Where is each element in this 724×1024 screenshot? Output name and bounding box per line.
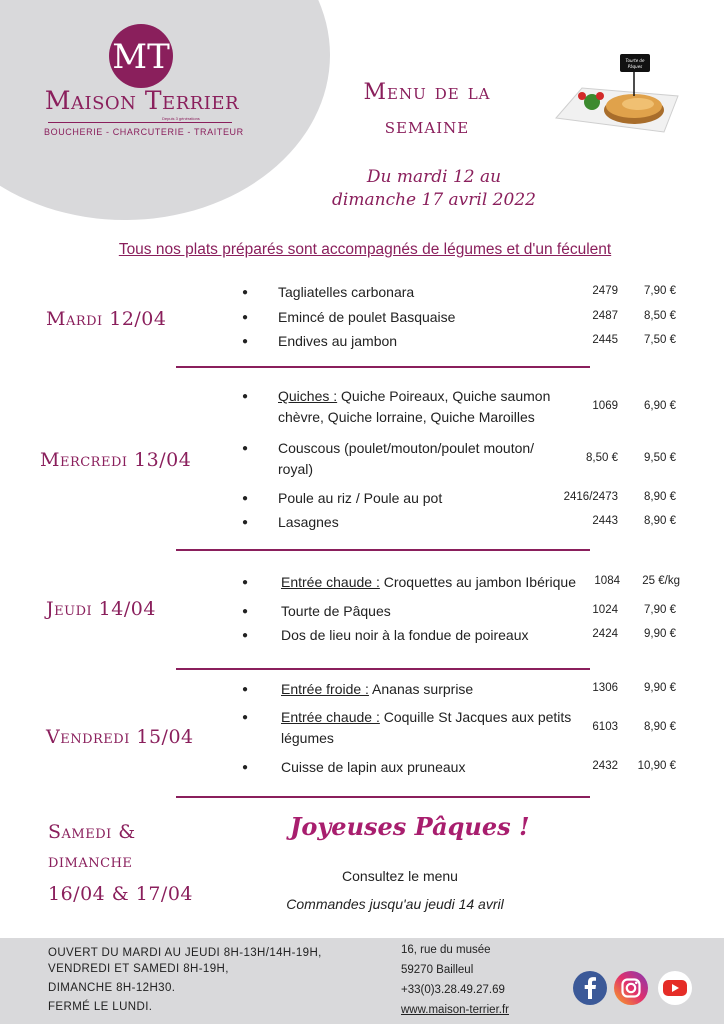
dish-code: 1024 [592, 604, 618, 616]
dish-price: 8,90 € [644, 721, 676, 733]
weekend-label-dates: 16/04 & 17/04 [48, 883, 194, 905]
bullet-icon: ● [242, 336, 249, 347]
dish-code: 2424 [592, 628, 618, 640]
contact-address [401, 940, 581, 1020]
consult-menu-text: Consultez le menu [342, 868, 458, 884]
dish-code: 6103 [592, 721, 618, 733]
menu-item [240, 386, 686, 428]
day-label-vendredi: Vendredi 15/04 [46, 726, 194, 748]
dish-name: Couscous (poulet/mouton/poulet mouton/ royal) [278, 440, 535, 477]
menu-item [240, 572, 686, 593]
dish-code: 1084 [594, 575, 620, 587]
menu-item [240, 707, 686, 749]
day-separator [176, 366, 590, 368]
logo-divider [48, 122, 232, 123]
dish-code: 2445 [592, 334, 618, 346]
menu-title [336, 76, 518, 144]
dish-price: 9,50 € [644, 452, 676, 464]
dish-name: Poule au riz / Poule au pot [278, 490, 443, 506]
dish-price: 7,90 € [644, 604, 676, 616]
easter-greeting: Joyeuses Pâques ! [290, 812, 530, 841]
dish-category: Entrée froide : [281, 681, 369, 697]
dish-description: Quiche Poireaux, Quiche saumon chèvre, Quiche lorraine, Quiche Maroilles [278, 388, 551, 425]
weekend-label-line2: dimanche [48, 850, 133, 872]
bullet-icon: ● [242, 630, 249, 641]
dish-name: Emincé de poulet Basquaise [278, 309, 456, 325]
brand-name: Maison Terrier [44, 86, 240, 115]
brand-logo [44, 20, 244, 142]
bullet-icon: ● [242, 312, 249, 323]
bullet-icon: ● [242, 606, 249, 617]
dish-code: 1306 [592, 682, 618, 694]
dish-name: Tourte de Pâques [281, 603, 391, 619]
dish-code: 1069 [592, 400, 618, 412]
day-label-weekend [48, 818, 193, 909]
opening-hours [48, 945, 378, 1015]
menu-item [240, 679, 686, 700]
dish-code: 8,50 € [586, 452, 618, 464]
menu-item [240, 331, 686, 352]
dish-category: Quiches : [278, 388, 338, 404]
dish-description: Croquettes au jambon Ibérique [379, 574, 576, 590]
dish-price: 7,50 € [644, 334, 676, 346]
hours-line: OUVERT DU MARDI AU JEUDI 8H-13H/14H-19H, [48, 947, 322, 959]
dish-code: 2432 [592, 760, 618, 772]
dish-name: Endives au jambon [278, 333, 398, 349]
day-label-jeudi: Jeudi 14/04 [46, 598, 156, 620]
dish-price: 8,90 € [644, 515, 676, 527]
dish-price: 8,90 € [644, 491, 676, 503]
dates-line2: dimanche 17 avril 2022 [332, 190, 536, 210]
address-street: 16, rue du musée [401, 944, 491, 956]
brand-small-text: Depuis 3 générations [162, 116, 200, 121]
dish-price: 9,90 € [644, 628, 676, 640]
dish-name: Cuisse de lapin aux pruneaux [281, 759, 466, 775]
dish-price: 25 €/kg [642, 575, 680, 587]
bullet-icon: ● [242, 517, 249, 528]
phone-number: +33(0)3.28.49.27.69 [401, 984, 505, 996]
svg-text:Pâques: Pâques [627, 64, 643, 69]
tourte-dish-image [552, 52, 682, 138]
website-link[interactable]: www.maison-terrier.fr [401, 1004, 509, 1016]
dish-price: 9,90 € [644, 682, 676, 694]
day-separator [176, 668, 590, 670]
menu-item [240, 307, 686, 328]
dish-description: Coquille St Jacques aux petits légumes [281, 709, 572, 746]
menu-title-line1: Menu de la [363, 80, 491, 105]
bullet-icon: ● [242, 577, 249, 588]
dish-category: Entrée chaude : [281, 709, 380, 725]
day-separator [176, 796, 590, 798]
dish-code: 2416/2473 [563, 491, 618, 503]
bullet-icon: ● [242, 391, 249, 402]
dish-price: 6,90 € [644, 400, 676, 412]
brand-tagline: BOUCHERIE - CHARCUTERIE - TRAITEUR [44, 127, 244, 137]
footer [0, 938, 724, 1024]
menu-item [240, 488, 686, 509]
dish-name [281, 707, 581, 749]
menu-item [240, 512, 686, 533]
order-deadline: Commandes jusqu'au jeudi 14 avril [286, 896, 504, 912]
menu-item [240, 625, 686, 646]
menu-title-line2: semaine [384, 114, 470, 139]
youtube-icon[interactable] [657, 970, 693, 1006]
bullet-icon: ● [242, 712, 249, 723]
dish-code: 2443 [592, 515, 618, 527]
dish-code: 2479 [592, 285, 618, 297]
dish-description: Ananas surprise [368, 681, 474, 697]
hours-line: VENDREDI ET SAMEDI 8H-19H, [48, 963, 229, 975]
hours-line: DIMANCHE 8H-12H30. [48, 982, 176, 994]
dish-name [281, 679, 593, 700]
dish-name: Dos de lieu noir à la fondue de poireaux [281, 627, 529, 643]
dish-code: 2487 [592, 310, 618, 322]
dish-price: 8,50 € [644, 310, 676, 322]
dish-price: 10,90 € [637, 760, 676, 772]
menu-item [240, 757, 686, 778]
facebook-icon[interactable] [572, 970, 608, 1006]
day-separator [176, 549, 590, 551]
menu-item [240, 601, 686, 622]
bullet-icon: ● [242, 493, 249, 504]
address-city: 59270 Bailleul [401, 964, 474, 976]
bullet-icon: ● [242, 443, 249, 454]
bullet-icon: ● [242, 762, 249, 773]
menu-item [240, 282, 686, 303]
day-label-mardi: Mardi 12/04 [46, 308, 167, 330]
weekend-label-line1: Samedi & [48, 821, 136, 843]
day-label-mercredi: Mercredi 13/04 [40, 449, 192, 471]
bullet-icon: ● [242, 684, 249, 695]
bullet-icon: ● [242, 287, 249, 298]
svg-text:Tourte de: Tourte de [625, 58, 645, 63]
accompaniment-notice: Tous nos plats préparés sont accompagnés de légumes et d'un féculent [118, 241, 612, 258]
menu-item [240, 438, 686, 480]
menu-dates [300, 166, 568, 212]
dates-line1: Du mardi 12 au [366, 167, 502, 187]
dish-name: Lasagnes [278, 514, 339, 530]
dish-price: 7,90 € [644, 285, 676, 297]
dish-name [281, 572, 601, 593]
instagram-icon[interactable] [613, 970, 649, 1006]
monogram-emblem [107, 22, 175, 90]
dish-name: Tagliatelles carbonara [278, 284, 415, 300]
hours-line: FERMÉ LE LUNDI. [48, 1001, 153, 1013]
dish-name [278, 386, 590, 428]
svg-text:MT: MT [112, 37, 170, 77]
dish-category: Entrée chaude : [281, 574, 380, 590]
